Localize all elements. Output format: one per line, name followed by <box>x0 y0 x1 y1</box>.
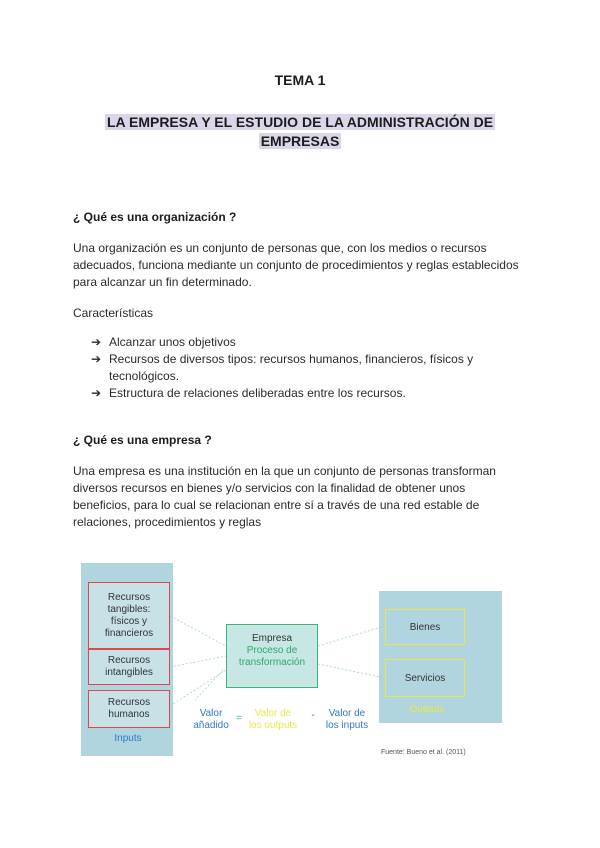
page-subtitle <box>80 113 520 151</box>
input-text-line: físicos y <box>110 615 148 627</box>
empresa-definition-line: beneficios, para lo cual se relacionan entre sí a través de una red estable de <box>73 498 480 512</box>
list-item-text: Alcanzar unos objetivos <box>109 335 236 349</box>
valor-outputs <box>241 708 305 732</box>
list-item-text: Recursos de diversos tipos: recursos humanos, financieros, físicos y tecnológicos. <box>109 352 474 383</box>
empresa-definition-line: diversos recursos en bienes y/o servicios con la finalidad de obtener unos <box>73 481 466 495</box>
input-box-tangibles <box>88 582 170 649</box>
input-box-intangibles <box>88 649 170 685</box>
input-text-line: financieros <box>104 627 154 639</box>
subtitle-line-1: LA EMPRESA Y EL ESTUDIO DE LA ADMINISTRACIÓN DE <box>106 114 494 130</box>
source-note: Fuente: Bueno et al. (2011) <box>381 749 466 756</box>
input-text-line: Recursos <box>107 697 151 708</box>
equation-text-line: los inputs <box>325 720 369 731</box>
process-line-2: transformación <box>238 657 306 668</box>
empresa-diagram <box>73 560 485 756</box>
inputs-label: Inputs <box>114 733 142 744</box>
arrow-icon: ➔ <box>91 386 102 400</box>
list-item <box>91 351 501 385</box>
list-item <box>91 385 501 402</box>
input-text-line: Recursos <box>107 591 151 603</box>
valor-anadido <box>183 708 239 732</box>
input-text-line: humanos <box>108 709 150 720</box>
list-item-text: Estructura de relaciones deliberadas entre los recursos. <box>109 386 406 400</box>
input-text-line: Recursos <box>107 655 151 666</box>
caracteristicas-list <box>91 334 501 402</box>
empresa-heading: ¿ Qué es una empresa ? <box>73 433 212 447</box>
output-box-bienes: Bienes <box>385 609 465 645</box>
equation-text-line: los outputs <box>248 720 298 731</box>
process-line-1: Proceso de <box>246 645 298 656</box>
minus-sign: - <box>311 710 315 721</box>
organizacion-definition-line: para alcanzar un fin determinado. <box>73 275 252 289</box>
equation-text-line: Valor <box>199 708 223 719</box>
equation-text-line: Valor de <box>328 708 366 719</box>
input-text-line: tangibles: <box>107 603 151 615</box>
valor-inputs <box>317 708 377 732</box>
input-text-line: intangibles <box>105 667 153 678</box>
caracteristicas-label: Características <box>73 306 154 320</box>
arrow-icon: ➔ <box>91 335 102 349</box>
outputs-label: Outputs <box>409 704 445 715</box>
process-box <box>226 624 318 688</box>
organizacion-heading: ¿ Qué es una organización ? <box>73 210 237 224</box>
equals-sign: = <box>236 713 242 724</box>
equation-text-line: Valor de <box>254 708 292 719</box>
organizacion-definition <box>73 240 523 291</box>
organizacion-definition-line: adecuados, funciona mediante un conjunto de procedimientos y reglas establecidos <box>73 258 519 272</box>
equation-text-line: añadido <box>193 720 229 731</box>
output-box-servicios: Servicios <box>385 659 465 697</box>
empresa-definition-line: relaciones, procedimientos y reglas <box>73 515 262 529</box>
list-item <box>91 334 501 351</box>
subtitle-line-2: EMPRESAS <box>260 133 340 149</box>
organizacion-definition-line: Una organización es un conjunto de personas que, con los medios o recursos <box>73 241 487 255</box>
empresa-definition <box>73 463 523 531</box>
page-title: TEMA 1 <box>274 72 326 88</box>
arrow-icon: ➔ <box>91 352 102 366</box>
input-box-humanos <box>88 690 170 728</box>
process-name: Empresa <box>251 633 292 644</box>
empresa-definition-line: Una empresa es una institución en la que un conjunto de personas transforman <box>73 464 496 478</box>
